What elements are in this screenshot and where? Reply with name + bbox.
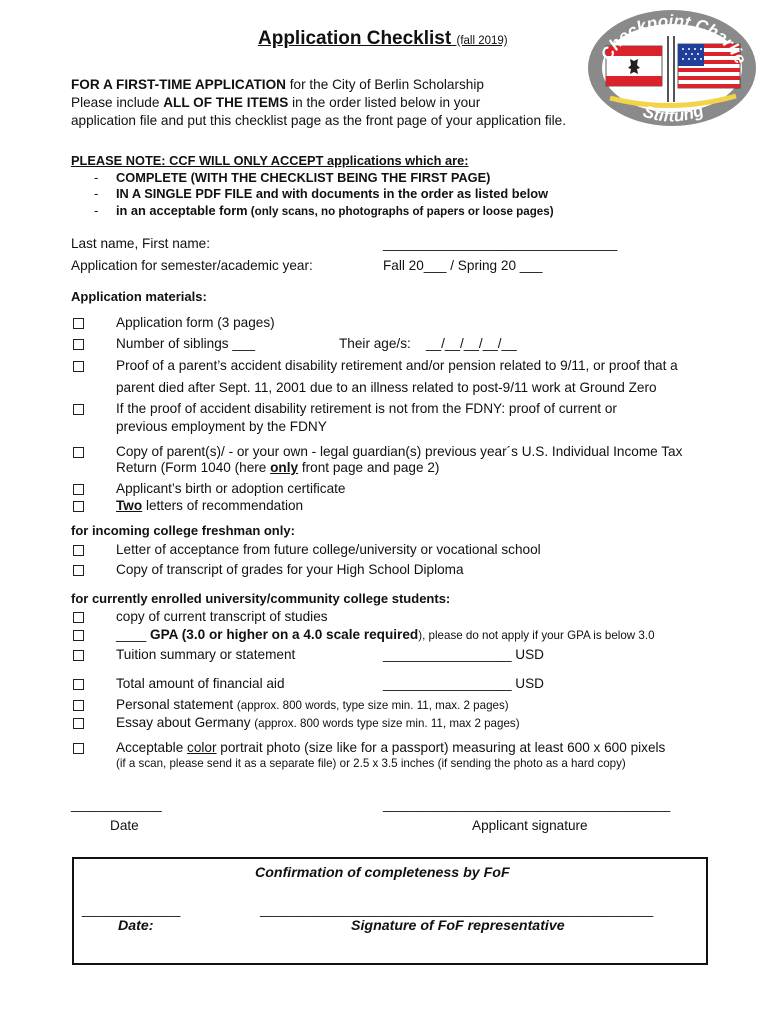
checkbox-portrait-photo[interactable] xyxy=(73,743,84,754)
item-fdny-line1: If the proof of accident disability retirement is not from the FDNY: proof of current or xyxy=(116,401,617,416)
checkbox-tuition[interactable] xyxy=(73,650,84,661)
item-proof-disability-line1: Proof of a parent’s accident disability retirement and/or pension related to 9/11, or proof that a xyxy=(116,358,678,373)
item-birth-certificate: Applicant’s birth or adoption certificate xyxy=(116,481,346,496)
fof-date-line[interactable]: _____________ xyxy=(82,902,181,917)
date-label: Date xyxy=(110,818,139,833)
checkbox-tax-return[interactable] xyxy=(73,447,84,458)
svg-text:Stiftung: Stiftung xyxy=(640,100,707,126)
item-financial-aid: Total amount of financial aid xyxy=(116,676,285,691)
intro-line-3: application file and put this checklist page as the front page of your application file. xyxy=(71,113,566,128)
note-item-single-pdf: IN A SINGLE PDF FILE and with documents in the order as listed below xyxy=(116,186,549,201)
checkbox-current-transcript[interactable] xyxy=(73,612,84,623)
intro-line-2: Please include ALL OF THE ITEMS in the order listed below in your xyxy=(71,95,481,110)
fof-signature-line[interactable]: ____________________________________________________ xyxy=(260,902,654,917)
semester-field[interactable]: Fall 20___ / Spring 20 ___ xyxy=(383,258,543,273)
ages-label: Their age/s: xyxy=(339,336,411,351)
financial-aid-field[interactable]: _________________ USD xyxy=(383,676,545,691)
checkbox-hs-transcript[interactable] xyxy=(73,565,84,576)
note-heading: PLEASE NOTE: CCF WILL ONLY ACCEPT applications which are: xyxy=(71,153,469,168)
item-tax-line2: Return (Form 1040 (here only front page and page 2) xyxy=(116,460,440,475)
checkbox-essay[interactable] xyxy=(73,718,84,729)
semester-label: Application for semester/academic year: xyxy=(71,258,313,273)
checkbox-acceptance-letter[interactable] xyxy=(73,545,84,556)
item-fdny-line2: previous employment by the FDNY xyxy=(116,419,327,434)
item-personal-statement: Personal statement (approx. 800 words, type size min. 11, max. 2 pages) xyxy=(116,697,509,712)
date-line[interactable]: ____________ xyxy=(71,797,162,812)
item-proof-disability-line2: parent died after Sept. 11, 2001 due to an illness related to post-9/11 work at Ground Zero xyxy=(116,380,657,395)
signature-label: Applicant signature xyxy=(472,818,588,833)
fof-title: Confirmation of completeness by FoF xyxy=(255,865,510,881)
item-portrait-photo-line2: (if a scan, please send it as a separate file) or 2.5 x 3.5 inches (if sending the photo as a hard copy) xyxy=(116,757,626,770)
name-field[interactable]: _______________________________ xyxy=(383,236,618,251)
svg-text:Checkpoint Charlie: Checkpoint Charlie xyxy=(596,11,751,67)
freshman-heading: for incoming college freshman only: xyxy=(71,523,295,538)
item-siblings: Number of siblings ___ xyxy=(116,336,256,351)
note-dash-3: - xyxy=(94,203,99,218)
checkbox-siblings[interactable] xyxy=(73,339,84,350)
page-title: Application Checklist (fall 2019) xyxy=(258,28,508,49)
intro-line-1: FOR A FIRST-TIME APPLICATION for the City of Berlin Scholarship xyxy=(71,77,484,92)
tuition-field[interactable]: _________________ USD xyxy=(383,647,545,662)
checkpoint-charlie-logo xyxy=(586,6,758,128)
enrolled-heading: for currently enrolled university/community college students: xyxy=(71,591,451,606)
name-label: Last name, First name: xyxy=(71,236,211,251)
item-essay: Essay about Germany (approx. 800 words type size min. 11, max 2 pages) xyxy=(116,715,520,730)
item-acceptance-letter: Letter of acceptance from future college/university or vocational school xyxy=(116,542,541,557)
item-tax-line1: Copy of parent(s)/ - or your own - legal guardian(s) previous year´s U.S. Individual Income Tax xyxy=(116,444,683,459)
checkbox-proof-disability[interactable] xyxy=(73,361,84,372)
item-application-form: Application form (3 pages) xyxy=(116,315,275,330)
checkbox-fdny-employment[interactable] xyxy=(73,404,84,415)
note-dash-1: - xyxy=(94,170,99,185)
title-note: (fall 2019) xyxy=(456,35,508,47)
item-recommendation: Two letters of recommendation xyxy=(116,498,304,513)
fof-date-label: Date: xyxy=(118,918,154,934)
item-portrait-photo-line1: Acceptable color portrait photo (size like for a passport) measuring at least 600 x 600 pixels xyxy=(116,740,666,755)
item-hs-transcript: Copy of transcript of grades for your High School Diploma xyxy=(116,562,464,577)
signature-line[interactable]: ______________________________________ xyxy=(383,797,671,812)
item-gpa: ____ GPA (3.0 or higher on a 4.0 scale required), please do not apply if your GPA is below 3.0 xyxy=(116,627,655,642)
materials-heading: Application materials: xyxy=(71,289,207,304)
ages-field[interactable]: __/__/__/__/__ xyxy=(426,336,517,351)
note-item-complete: COMPLETE (WITH THE CHECKLIST BEING THE FIRST PAGE) xyxy=(116,170,491,185)
fof-signature-label: Signature of FoF representative xyxy=(351,918,565,934)
checkbox-financial-aid[interactable] xyxy=(73,679,84,690)
checkbox-personal-statement[interactable] xyxy=(73,700,84,711)
checkbox-recommendation[interactable] xyxy=(73,501,84,512)
note-dash-2: - xyxy=(94,186,99,201)
checkbox-gpa[interactable] xyxy=(73,630,84,641)
checkbox-birth-certificate[interactable] xyxy=(73,484,84,495)
note-item-form: in an acceptable form (only scans, no photographs of papers or loose pages) xyxy=(116,203,554,218)
item-tuition: Tuition summary or statement xyxy=(116,647,296,662)
checkbox-application-form[interactable] xyxy=(73,318,84,329)
item-current-transcript: copy of current transcript of studies xyxy=(116,609,328,624)
